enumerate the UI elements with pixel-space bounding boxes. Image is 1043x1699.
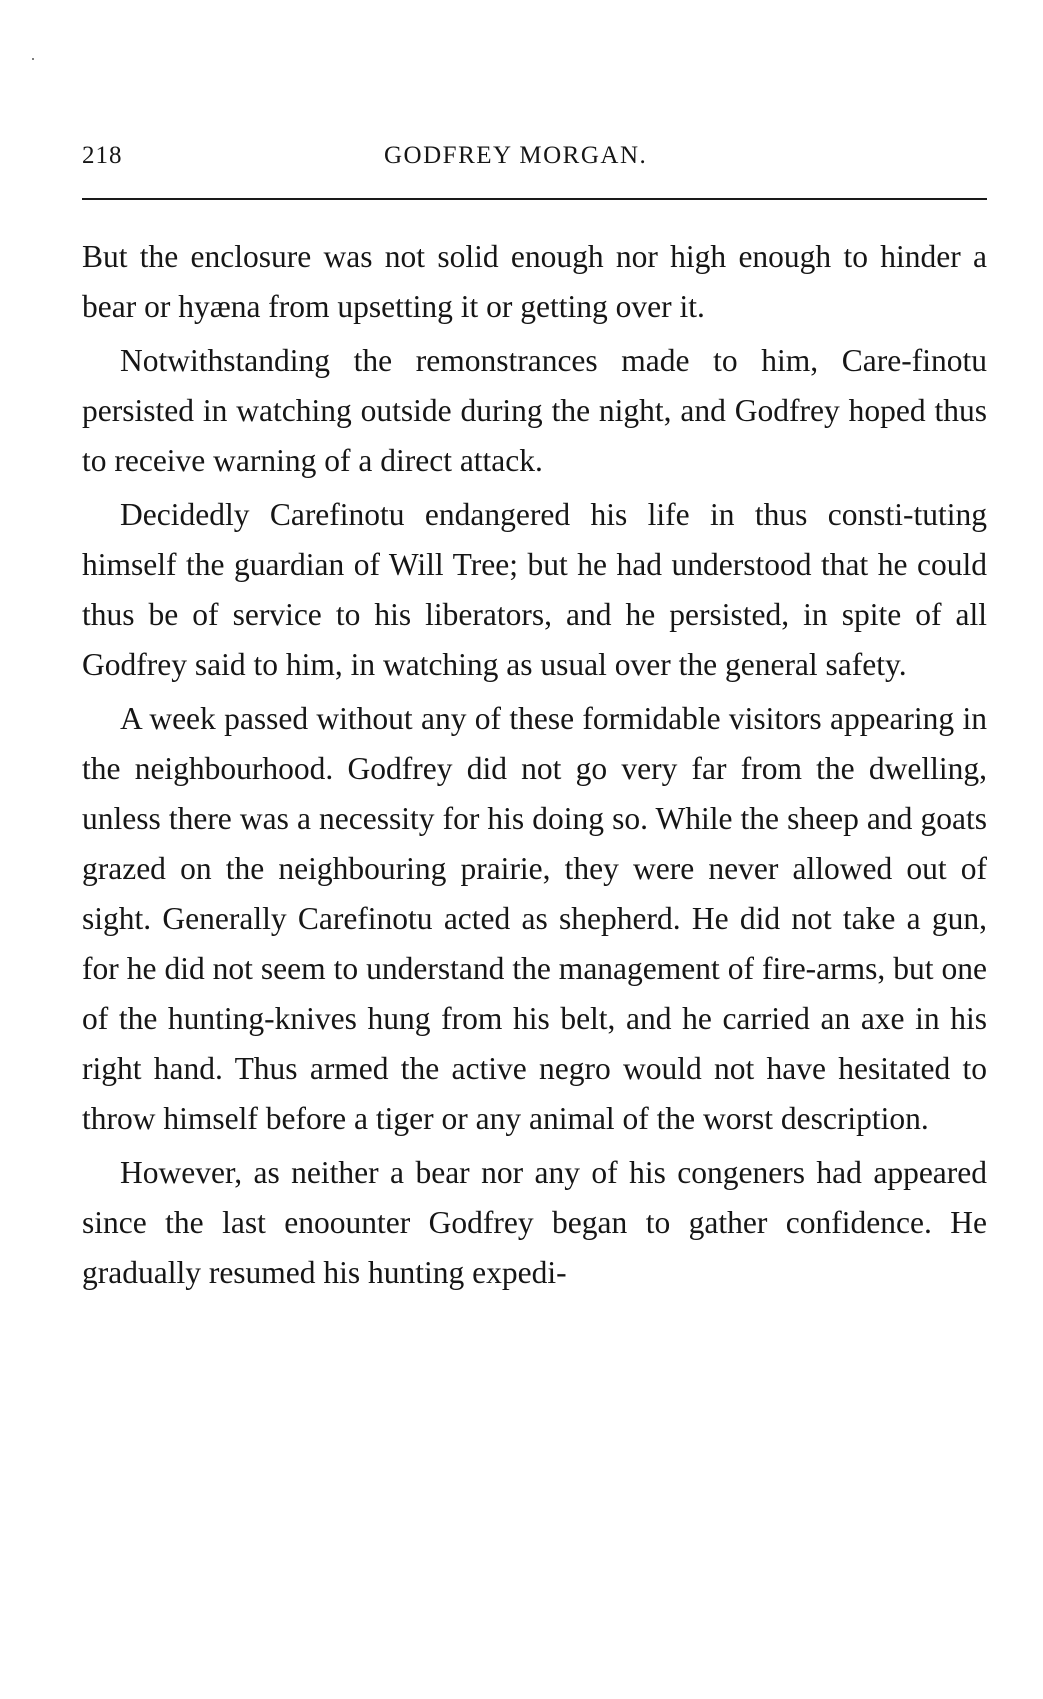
stray-ink-mark [32,58,34,60]
running-title: GODFREY MORGAN. [384,142,648,169]
header-rule [82,198,987,200]
page-number: 218 [82,142,123,169]
paragraph-2: Notwithstanding the remonstrances made to him, Care-finotu persisted in watching outside during the night, and Godfrey hoped thus to receive warning of a direct attack. [82,343,987,478]
running-head [82,138,987,174]
paragraph-3: Decidedly Carefinotu endangered his life in thus consti-tuting himself the guardian of Will Tree; but he had understood that he could thus be of service to his liberators, and he persisted, in spite of all Godfrey said to him, in watching as usual over the general safety. [82,497,987,682]
body-text [82,232,987,1302]
paragraph-5: However, as neither a bear nor any of his congeners had appeared since the last enoounter Godfrey began to gather confidence. He gradually resumed his hunting expedi- [82,1155,987,1290]
paragraph-4: A week passed without any of these formidable visitors appearing in the neighbourhood. Godfrey did not go very far from the dwelling, unless there was a necessity for his doing so. While the sheep and goats grazed on the neighbouring prairie, they were never allowed out of sight. Generally Carefinotu acted as shepherd. He did not take a gun, for he did not seem to understand the management of fire-arms, but one of the hunting-knives hung from his belt, and he carried an axe in his right hand. Thus armed the active negro would not have hesitated to throw himself before a tiger or any animal of the worst description. [82,701,987,1136]
paragraph-1: But the enclosure was not solid enough nor high enough to hinder a bear or hyæna from upsetting it or getting over it. [82,239,987,324]
